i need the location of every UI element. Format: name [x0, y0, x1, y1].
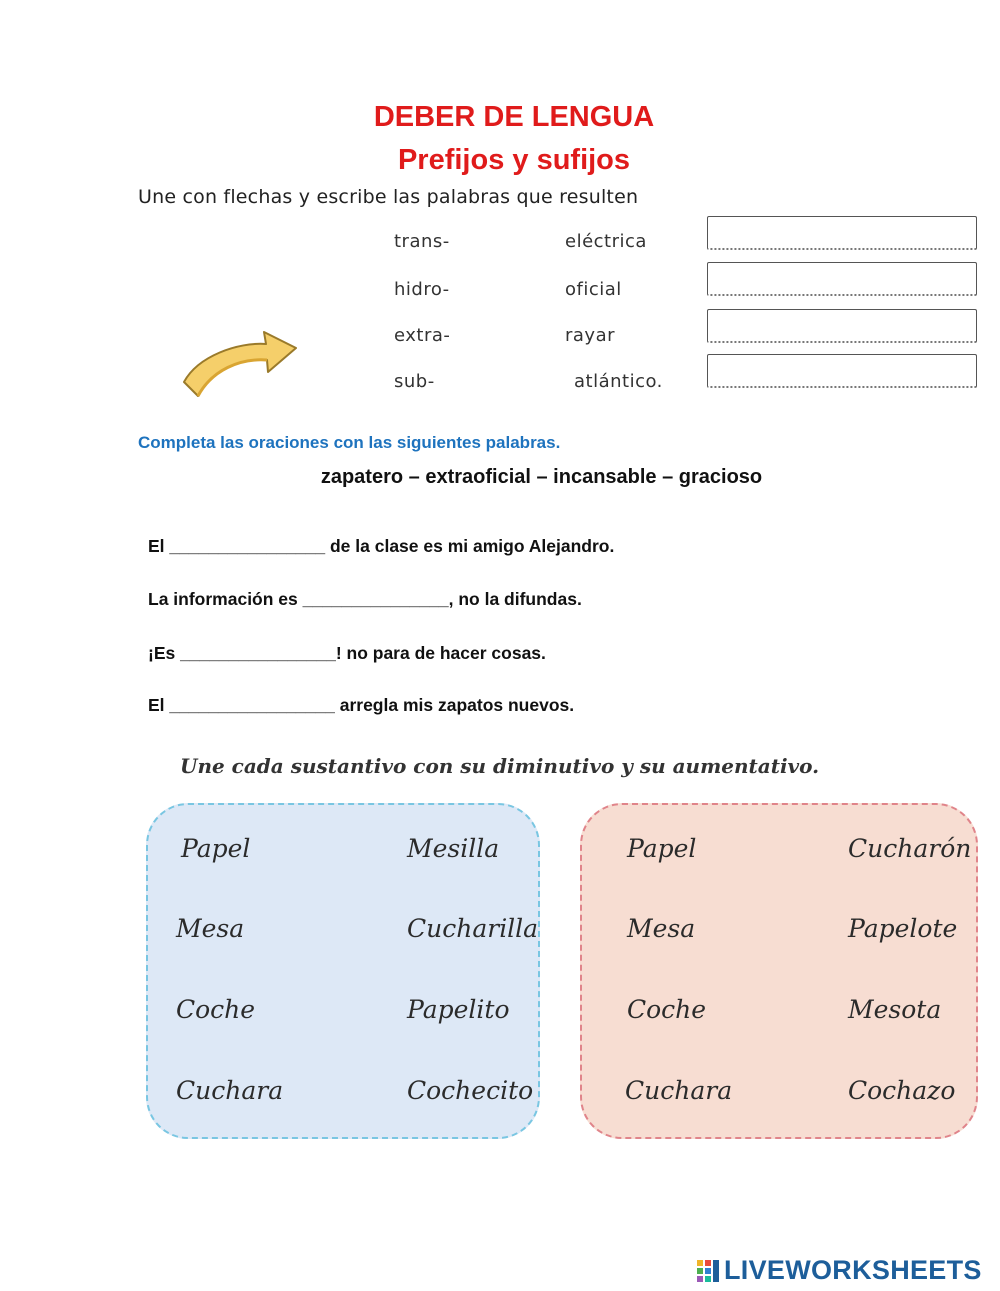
- noun-word[interactable]: Papel: [181, 834, 251, 863]
- prefix-item: extra-: [394, 325, 451, 346]
- prefix-item: trans-: [394, 231, 450, 252]
- word-item: oficial: [565, 279, 622, 300]
- liveworksheets-logo-icon: [696, 1258, 720, 1284]
- curved-arrow-icon: [178, 326, 302, 402]
- fill-blank-sentence[interactable]: El _________________ arregla mis zapatos nuevos.: [148, 695, 575, 715]
- exercise2-instruction: Completa las oraciones con las siguientes palabras.: [138, 433, 561, 452]
- answer-input-3[interactable]: [707, 309, 977, 343]
- noun-word[interactable]: Mesa: [627, 914, 696, 943]
- noun-word[interactable]: Papel: [627, 834, 697, 863]
- noun-word[interactable]: Cuchara: [625, 1076, 733, 1105]
- fill-blank-sentence[interactable]: La información es _______________, no la difundas.: [148, 589, 582, 609]
- noun-word[interactable]: Mesa: [176, 914, 245, 943]
- brand-name: LIVEWORKSHEETS: [724, 1255, 982, 1285]
- worksheet-subtitle: Prefijos y sufijos: [397, 144, 631, 176]
- liveworksheets-footer[interactable]: [696, 1255, 982, 1286]
- diminutive-word[interactable]: Papelito: [407, 995, 510, 1024]
- noun-word[interactable]: Coche: [176, 995, 256, 1024]
- augmentative-word[interactable]: Papelote: [848, 914, 958, 943]
- word-item: atlántico.: [574, 371, 663, 392]
- word-item: eléctrica: [565, 231, 647, 252]
- augmentative-word[interactable]: Mesota: [848, 995, 942, 1024]
- noun-word[interactable]: Cuchara: [176, 1076, 284, 1105]
- prefix-item: hidro-: [394, 279, 450, 300]
- exercise1-instruction: Une con flechas y escribe las palabras que resulten: [138, 186, 639, 208]
- answer-input-4[interactable]: [707, 354, 977, 388]
- augmentative-word[interactable]: Cucharón: [848, 834, 972, 863]
- exercise3-instruction: Une cada sustantivo con su diminutivo y su aumentativo.: [180, 754, 820, 778]
- answer-input-1[interactable]: [707, 216, 977, 250]
- diminutive-word[interactable]: Cochecito: [407, 1076, 534, 1105]
- word-bank: zapatero – extraoficial – incansable – gracioso: [320, 466, 763, 488]
- fill-blank-sentence[interactable]: ¡Es ________________! no para de hacer cosas.: [148, 643, 546, 663]
- noun-word[interactable]: Coche: [627, 995, 707, 1024]
- word-item: rayar: [565, 325, 616, 346]
- prefix-item: sub-: [394, 371, 435, 392]
- answer-input-2[interactable]: [707, 262, 977, 296]
- fill-blank-sentence[interactable]: El ________________ de la clase es mi amigo Alejandro.: [148, 536, 615, 556]
- augmentative-word[interactable]: Cochazo: [848, 1076, 956, 1105]
- diminutive-word[interactable]: Mesilla: [407, 834, 500, 863]
- worksheet-title: DEBER DE LENGUA: [373, 101, 655, 133]
- diminutive-word[interactable]: Cucharilla: [407, 914, 539, 943]
